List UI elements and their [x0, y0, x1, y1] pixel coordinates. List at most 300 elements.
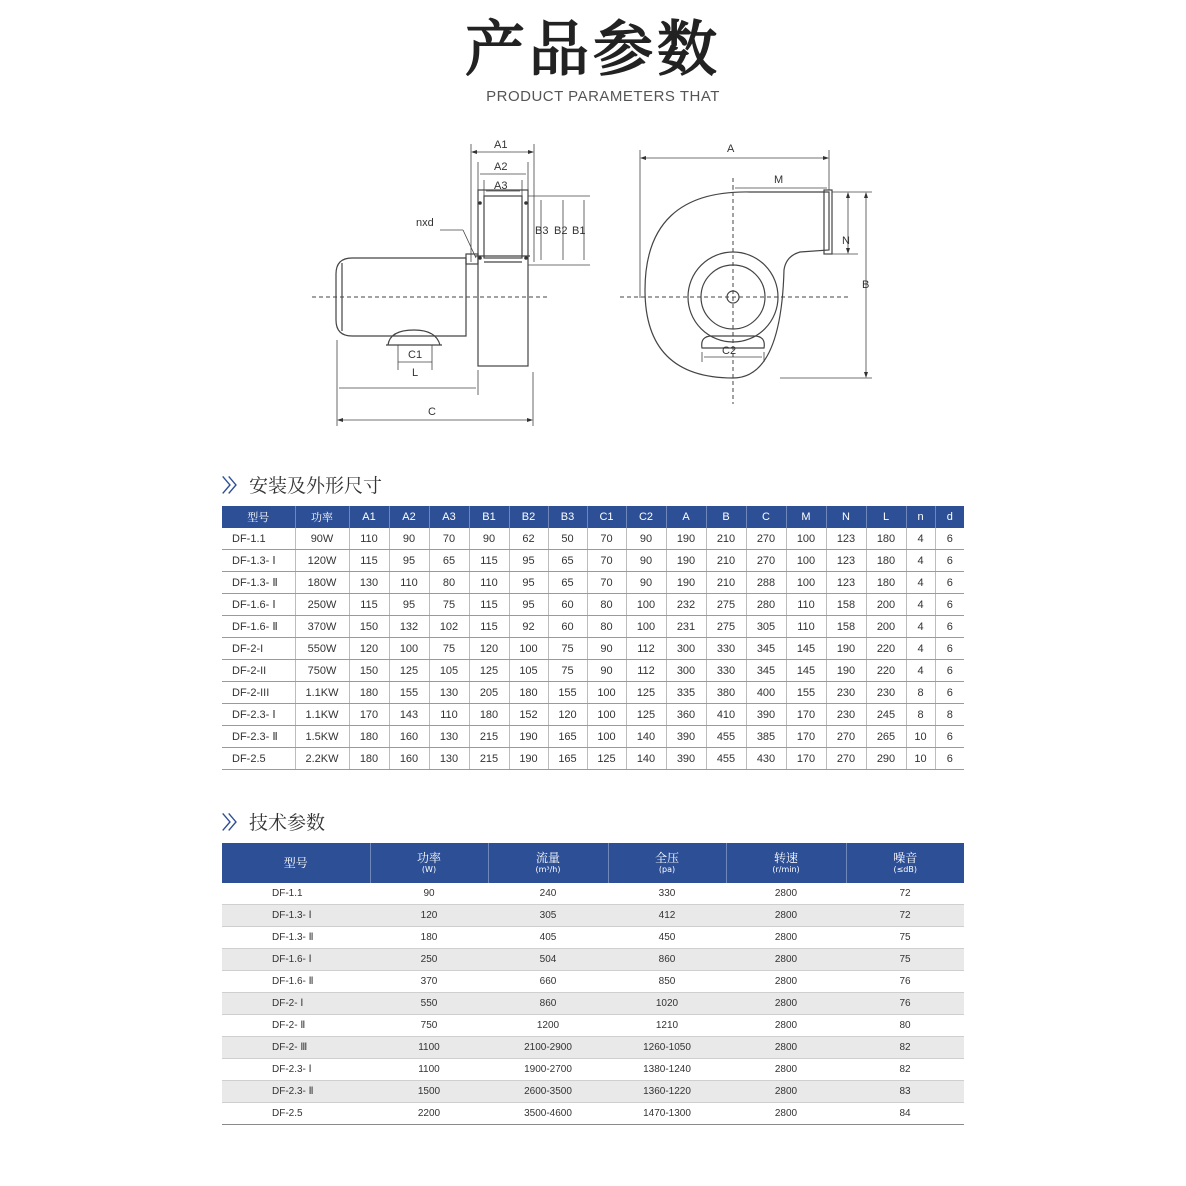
table-cell: 123	[826, 572, 866, 594]
dim-label-c: C	[428, 406, 436, 418]
table-cell: 455	[706, 748, 746, 770]
table-cell: 80	[587, 594, 626, 616]
table-cell: DF-1.3- Ⅱ	[222, 572, 295, 594]
table-cell: 265	[866, 726, 906, 748]
table-cell: 110	[389, 572, 429, 594]
column-header	[222, 843, 370, 883]
table-cell: 360	[666, 704, 706, 726]
table-cell: 190	[666, 550, 706, 572]
table-cell: 412	[608, 905, 726, 927]
table-cell: 2800	[726, 883, 846, 905]
table-cell: 345	[746, 638, 786, 660]
table-cell: 125	[626, 682, 666, 704]
table-cell: 390	[746, 704, 786, 726]
table-cell: 90	[370, 883, 488, 905]
table-cell: 6	[935, 748, 964, 770]
table-row	[222, 616, 964, 638]
table-cell: 850	[608, 971, 726, 993]
table-cell: 215	[469, 726, 509, 748]
table-cell: 2800	[726, 927, 846, 949]
table-cell: 158	[826, 594, 866, 616]
table-cell: 4	[906, 638, 935, 660]
section-heading-technical	[222, 808, 325, 835]
table-cell: 90	[626, 528, 666, 550]
table-cell: 90	[626, 572, 666, 594]
table-cell: DF-2-III	[222, 682, 295, 704]
table-cell: 2600-3500	[488, 1081, 608, 1103]
column-header: B1	[469, 506, 509, 528]
table-row	[222, 660, 964, 682]
table-cell: DF-1.3- Ⅰ	[222, 550, 295, 572]
dim-label-l: L	[412, 367, 419, 379]
table-cell: 83	[846, 1081, 964, 1103]
table-cell: DF-1.1	[222, 528, 295, 550]
table-cell: 80	[846, 1015, 964, 1037]
table-cell: 455	[706, 726, 746, 748]
table-cell: 405	[488, 927, 608, 949]
table-cell: 200	[866, 594, 906, 616]
table-cell: 110	[429, 704, 469, 726]
table-cell: 300	[666, 660, 706, 682]
table-cell: 275	[706, 594, 746, 616]
table-cell: 90	[626, 550, 666, 572]
dim-label-b2: B2	[554, 225, 568, 237]
table-cell: 231	[666, 616, 706, 638]
table-cell: 550W	[295, 638, 349, 660]
table-cell: 145	[786, 660, 826, 682]
table-cell: 250W	[295, 594, 349, 616]
table-cell: 75	[548, 638, 587, 660]
table-cell: 82	[846, 1059, 964, 1081]
table-cell: 100	[786, 528, 826, 550]
table-cell: 62	[509, 528, 548, 550]
table-cell: 76	[846, 993, 964, 1015]
table-cell: 170	[786, 748, 826, 770]
dim-label-b: B	[862, 279, 870, 291]
table-cell: 130	[429, 726, 469, 748]
table-cell: 70	[587, 550, 626, 572]
table-cell: 95	[509, 594, 548, 616]
table-cell: 4	[906, 616, 935, 638]
table-cell: 155	[786, 682, 826, 704]
table-cell: 330	[706, 660, 746, 682]
table-cell: 170	[786, 726, 826, 748]
table-cell: 70	[587, 572, 626, 594]
table-cell: 1380-1240	[608, 1059, 726, 1081]
table-cell: 205	[469, 682, 509, 704]
table-cell: 155	[389, 682, 429, 704]
table-cell: 115	[469, 550, 509, 572]
table-cell: 232	[666, 594, 706, 616]
column-header: C1	[587, 506, 626, 528]
table-cell: 120	[370, 905, 488, 927]
table-cell: 100	[587, 726, 626, 748]
table-cell: 125	[587, 748, 626, 770]
table-cell: 165	[548, 726, 587, 748]
column-header: A2	[389, 506, 429, 528]
table-cell: 92	[509, 616, 548, 638]
table-cell: 60	[548, 594, 587, 616]
dim-label-a: A	[727, 143, 735, 155]
table-cell: 2100-2900	[488, 1037, 608, 1059]
dim-label-c1: C1	[408, 349, 423, 361]
table-cell: 370W	[295, 616, 349, 638]
table-cell: 10	[906, 726, 935, 748]
table-cell: 270	[746, 528, 786, 550]
table-cell: 860	[608, 949, 726, 971]
column-header	[846, 843, 964, 883]
table-cell: 180	[866, 528, 906, 550]
table-cell: 3500-4600	[488, 1103, 608, 1125]
table-cell: 158	[826, 616, 866, 638]
table-cell: 95	[509, 550, 548, 572]
table-row	[222, 594, 964, 616]
table-cell: 65	[429, 550, 469, 572]
table-cell: 123	[826, 528, 866, 550]
table-cell: DF-2.3- Ⅱ	[222, 726, 295, 748]
table-cell: 290	[866, 748, 906, 770]
table-cell: DF-1.6- Ⅰ	[222, 949, 370, 971]
table-cell: 160	[389, 748, 429, 770]
table-row	[222, 927, 964, 949]
column-header-unit: (m³/h)	[535, 865, 561, 874]
table-cell: 6	[935, 660, 964, 682]
table-row	[222, 638, 964, 660]
table-cell: 2800	[726, 905, 846, 927]
table-cell: 84	[846, 1103, 964, 1125]
table-cell: 100	[587, 704, 626, 726]
table-cell: 95	[389, 550, 429, 572]
column-header-label: 型号	[283, 856, 308, 870]
table-cell: 70	[587, 528, 626, 550]
table-cell: 2800	[726, 1015, 846, 1037]
table-cell: 155	[548, 682, 587, 704]
table-cell: 145	[786, 638, 826, 660]
table-cell: 180	[349, 726, 389, 748]
table-row	[222, 883, 964, 905]
table-cell: 220	[866, 638, 906, 660]
table-cell: 330	[608, 883, 726, 905]
dim-label-nxd: nxd	[416, 217, 434, 229]
column-header	[488, 843, 608, 883]
table-cell: 6	[935, 726, 964, 748]
table-cell: 210	[706, 572, 746, 594]
table-cell: 345	[746, 660, 786, 682]
table-cell: 750W	[295, 660, 349, 682]
table-cell: 6	[935, 616, 964, 638]
table-cell: 120	[548, 704, 587, 726]
column-header-label: 功率	[416, 851, 441, 865]
table-row	[222, 949, 964, 971]
table-cell: 305	[746, 616, 786, 638]
table-cell: 1100	[370, 1059, 488, 1081]
column-header: C	[746, 506, 786, 528]
table-cell: 165	[548, 748, 587, 770]
table-row	[222, 1081, 964, 1103]
table-cell: 115	[469, 616, 509, 638]
table-cell: 1260-1050	[608, 1037, 726, 1059]
table-cell: 100	[626, 616, 666, 638]
dim-label-a3: A3	[494, 180, 508, 192]
dim-label-c2: C2	[722, 345, 737, 357]
table-row	[222, 572, 964, 594]
table-cell: 1470-1300	[608, 1103, 726, 1125]
table-row	[222, 1015, 964, 1037]
table-cell: 72	[846, 905, 964, 927]
table-cell: 90	[389, 528, 429, 550]
table-cell: DF-2.5	[222, 1103, 370, 1125]
table-cell: 504	[488, 949, 608, 971]
table-cell: 112	[626, 660, 666, 682]
table-row	[222, 971, 964, 993]
table-cell: 110	[786, 616, 826, 638]
table-cell: 110	[469, 572, 509, 594]
table-cell: 170	[349, 704, 389, 726]
table-cell: 1.1KW	[295, 704, 349, 726]
table-cell: DF-2- Ⅲ	[222, 1037, 370, 1059]
table-cell: 100	[786, 572, 826, 594]
table-cell: 90	[469, 528, 509, 550]
table-cell: 123	[826, 550, 866, 572]
table-cell: 430	[746, 748, 786, 770]
table-cell: 280	[746, 594, 786, 616]
table-cell: 75	[429, 638, 469, 660]
table-cell: 125	[469, 660, 509, 682]
table-cell: 6	[935, 594, 964, 616]
table-cell: 180	[370, 927, 488, 949]
table-cell: DF-2-I	[222, 638, 295, 660]
table-cell: 6	[935, 550, 964, 572]
table-cell: 100	[786, 550, 826, 572]
column-header: A	[666, 506, 706, 528]
table-cell: 230	[826, 704, 866, 726]
table-cell: DF-2.5	[222, 748, 295, 770]
table-row	[222, 1103, 964, 1125]
column-header: 功率	[295, 506, 349, 528]
table-cell: 750	[370, 1015, 488, 1037]
table-cell: 105	[509, 660, 548, 682]
table-row	[222, 993, 964, 1015]
column-header: M	[786, 506, 826, 528]
table-cell: 75	[548, 660, 587, 682]
table-cell: 4	[906, 550, 935, 572]
table-cell: 2800	[726, 949, 846, 971]
table-cell: DF-2- Ⅱ	[222, 1015, 370, 1037]
table-cell: 270	[826, 748, 866, 770]
table-cell: 6	[935, 638, 964, 660]
table-cell: 370	[370, 971, 488, 993]
double-chevron-right-icon: 〉〉	[222, 475, 243, 497]
column-header	[370, 843, 488, 883]
column-header-label: 流量	[535, 851, 560, 865]
table-cell: 125	[389, 660, 429, 682]
column-header-label: 转速	[773, 851, 798, 865]
section-heading-label: 技术参数	[249, 812, 326, 834]
table-cell: 65	[548, 550, 587, 572]
table-cell: 860	[488, 993, 608, 1015]
table-cell: 120	[349, 638, 389, 660]
table-cell: DF-1.3- Ⅱ	[222, 927, 370, 949]
table-cell: 130	[349, 572, 389, 594]
table-cell: 215	[469, 748, 509, 770]
table-row	[222, 905, 964, 927]
table-row	[222, 682, 964, 704]
table-cell: DF-2- Ⅰ	[222, 993, 370, 1015]
table-cell: 180	[866, 572, 906, 594]
table-cell: 450	[608, 927, 726, 949]
table-cell: 150	[349, 660, 389, 682]
table-cell: 288	[746, 572, 786, 594]
table-row	[222, 1059, 964, 1081]
page-title: 产品参数	[465, 15, 721, 85]
table-cell: 250	[370, 949, 488, 971]
table-cell: 120W	[295, 550, 349, 572]
table-cell: 2200	[370, 1103, 488, 1125]
table-cell: 8	[906, 704, 935, 726]
installation-dimensions-table	[222, 506, 964, 770]
table-cell: 330	[706, 638, 746, 660]
table-cell: 75	[429, 594, 469, 616]
table-cell: 130	[429, 748, 469, 770]
table-cell: 390	[666, 748, 706, 770]
table-cell: 115	[469, 594, 509, 616]
column-header-unit: (r/min)	[772, 865, 800, 874]
table-cell: 75	[846, 927, 964, 949]
column-header-unit: (W)	[421, 865, 437, 874]
table-cell: 550	[370, 993, 488, 1015]
table-cell: 1360-1220	[608, 1081, 726, 1103]
table-cell: 190	[666, 528, 706, 550]
table-row	[222, 726, 964, 748]
column-header: L	[866, 506, 906, 528]
table-cell: 70	[429, 528, 469, 550]
column-header	[608, 843, 726, 883]
dim-label-a2: A2	[494, 161, 508, 173]
table-cell: 210	[706, 528, 746, 550]
table-cell: 8	[906, 682, 935, 704]
section-heading-installation	[222, 471, 382, 498]
table-cell: 410	[706, 704, 746, 726]
table-cell: 143	[389, 704, 429, 726]
dim-label-n: N	[842, 235, 850, 247]
table-cell: 95	[389, 594, 429, 616]
table-cell: 6	[935, 528, 964, 550]
table-cell: 6	[935, 572, 964, 594]
table-cell: 660	[488, 971, 608, 993]
page-subtitle: PRODUCT PARAMETERS THAT	[486, 88, 720, 105]
column-header: A1	[349, 506, 389, 528]
table-cell: 115	[349, 594, 389, 616]
table-cell: 60	[548, 616, 587, 638]
column-header: 型号	[222, 506, 295, 528]
column-header-unit: (pa)	[658, 865, 676, 874]
table-cell: DF-1.6- Ⅱ	[222, 616, 295, 638]
table-cell: 112	[626, 638, 666, 660]
table-cell: 2800	[726, 993, 846, 1015]
table-cell: 72	[846, 883, 964, 905]
table-cell: 8	[935, 704, 964, 726]
table-cell: 10	[906, 748, 935, 770]
table-cell: 270	[826, 726, 866, 748]
table-cell: 1020	[608, 993, 726, 1015]
dim-label-m: M	[774, 174, 784, 186]
table-cell: 385	[746, 726, 786, 748]
table-cell: 102	[429, 616, 469, 638]
column-header: B	[706, 506, 746, 528]
table-cell: 132	[389, 616, 429, 638]
column-header: N	[826, 506, 866, 528]
table-cell: 190	[509, 726, 548, 748]
table-cell: 90	[587, 638, 626, 660]
table-cell: 230	[826, 682, 866, 704]
table-cell: 270	[746, 550, 786, 572]
double-chevron-right-icon: 〉〉	[222, 812, 243, 834]
column-header: n	[906, 506, 935, 528]
column-header: C2	[626, 506, 666, 528]
table-cell: 275	[706, 616, 746, 638]
table-cell: 100	[587, 682, 626, 704]
table-cell: DF-2.3- Ⅰ	[222, 1059, 370, 1081]
table-cell: 2800	[726, 971, 846, 993]
table-cell: 140	[626, 726, 666, 748]
table-cell: DF-1.3- Ⅰ	[222, 905, 370, 927]
fan-dimension-drawing	[300, 128, 900, 438]
table-cell: 180	[509, 682, 548, 704]
table-cell: 1500	[370, 1081, 488, 1103]
table-cell: 76	[846, 971, 964, 993]
table-cell: 1900-2700	[488, 1059, 608, 1081]
table-cell: 95	[509, 572, 548, 594]
table-cell: 140	[626, 748, 666, 770]
table-header-row	[222, 506, 964, 528]
table-cell: 6	[935, 682, 964, 704]
table-cell: 82	[846, 1037, 964, 1059]
table-cell: 180	[349, 682, 389, 704]
dim-label-b3: B3	[535, 225, 549, 237]
table-cell: 2800	[726, 1059, 846, 1081]
table-cell: 220	[866, 660, 906, 682]
table-cell: 180W	[295, 572, 349, 594]
table-cell: DF-1.6- Ⅰ	[222, 594, 295, 616]
technical-parameters-table	[222, 843, 964, 1125]
table-cell: 180	[469, 704, 509, 726]
table-cell: 335	[666, 682, 706, 704]
table-cell: 100	[509, 638, 548, 660]
table-cell: 4	[906, 660, 935, 682]
table-cell: DF-1.6- Ⅱ	[222, 971, 370, 993]
table-cell: 2800	[726, 1037, 846, 1059]
table-header-row	[222, 843, 964, 883]
table-row	[222, 528, 964, 550]
table-cell: 400	[746, 682, 786, 704]
table-cell: 180	[349, 748, 389, 770]
table-cell: DF-2.3- Ⅰ	[222, 704, 295, 726]
table-cell: 4	[906, 594, 935, 616]
table-cell: 245	[866, 704, 906, 726]
table-cell: 230	[866, 682, 906, 704]
table-cell: 4	[906, 572, 935, 594]
column-header: d	[935, 506, 964, 528]
table-cell: DF-1.1	[222, 883, 370, 905]
table-row	[222, 748, 964, 770]
table-cell: 190	[826, 660, 866, 682]
table-cell: 1.5KW	[295, 726, 349, 748]
table-cell: DF-2.3- Ⅱ	[222, 1081, 370, 1103]
table-cell: 130	[429, 682, 469, 704]
table-cell: 150	[349, 616, 389, 638]
table-cell: 50	[548, 528, 587, 550]
table-cell: 190	[509, 748, 548, 770]
